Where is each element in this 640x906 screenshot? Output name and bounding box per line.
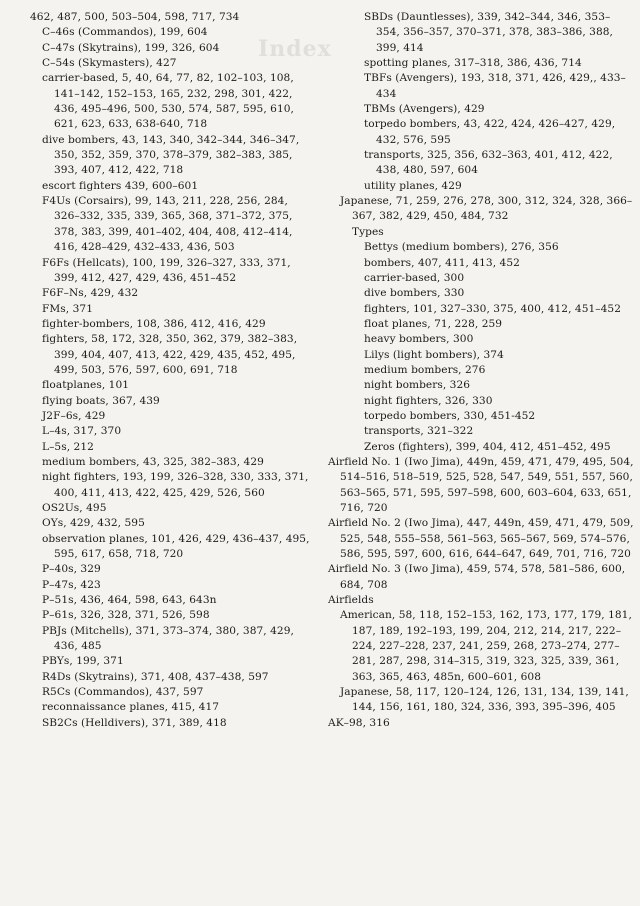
index-entry: reconnaissance planes, 415, 417	[42, 701, 220, 714]
index-entry: carrier-based, 5, 40, 64, 77, 82, 102–103, 108, 141–142, 152–153, 165, 232, 298, 301, 422, 436, 495–496, 500, 530, 574, 587, 595, 610, 621, 623, 633, 638-640, 718	[42, 72, 294, 131]
index-entry: P–51s, 436, 464, 598, 643, 643n	[42, 594, 217, 607]
index-entry: dive bombers, 330	[364, 287, 465, 300]
index-entry: night bombers, 326	[364, 379, 471, 392]
index-entry: Airfield No. 3 (Iwo Jima), 459, 574, 578, 581–586, 600, 684, 708	[328, 563, 626, 591]
index-entry: flying boats, 367, 439	[42, 394, 160, 407]
index-entry: Zeros (fighters), 399, 404, 412, 451–452, 495	[364, 440, 611, 453]
index-entry: P–61s, 326, 328, 371, 526, 598	[42, 609, 210, 622]
index-entry: medium bombers, 43, 325, 382–383, 429	[42, 455, 264, 468]
index-entry: fighter-bombers, 108, 386, 412, 416, 429	[42, 317, 266, 330]
index-entry: J2F–6s, 429	[42, 409, 106, 422]
index-entry: C–54s (Skymasters), 427	[42, 57, 177, 70]
index-entry: Types	[352, 225, 384, 238]
index-entry: PBYs, 199, 371	[42, 655, 124, 668]
index-entry: AK–98, 316	[328, 716, 390, 729]
index-entry: fighters, 58, 172, 328, 350, 362, 379, 382–383, 399, 404, 407, 413, 422, 429, 435, 452, 495, 499, 503, 576, 597, 600, 691, 718	[42, 333, 298, 376]
index-entry: OYs, 429, 432, 595	[42, 517, 145, 530]
index-entry: utility planes, 429	[364, 179, 462, 192]
index-entry: Japanese, 58, 117, 120–124, 126, 131, 134, 139, 141, 144, 156, 161, 180, 324, 336, 393, 395–396, 405	[340, 686, 629, 714]
index-entry: SB2Cs (Helldivers), 371, 389, 418	[42, 716, 227, 729]
index-entry: American, 58, 118, 152–153, 162, 173, 177, 179, 181, 187, 189, 192–193, 199, 204, 212, 214, 217, 222–224, 227–228, 237, 241, 259, 268, 273–274, 277–281, 287, 298, 314–315, 319, 323, 325, 339, 361, 363, 365, 463, 485n, 600–601, 608	[340, 609, 632, 683]
index-entry: PBJs (Mitchells), 371, 373–374, 380, 387, 429, 436, 485	[42, 624, 294, 653]
index-entry: TBMs (Avengers), 429	[364, 103, 485, 116]
index-entry: P–40s, 329	[42, 563, 101, 576]
index-entry: bombers, 407, 411, 413, 452	[364, 256, 520, 269]
index-entry: OS2Us, 495	[42, 502, 107, 514]
index-entry: torpedo bombers, 330, 451-452	[364, 409, 536, 422]
index-entry: medium bombers, 276	[364, 363, 486, 376]
index-entry: transports, 325, 356, 632–363, 401, 412, 422, 438, 480, 597, 604	[364, 149, 613, 177]
bleed-through-title: Index	[258, 36, 332, 62]
index-entry: spotting planes, 317–318, 386, 436, 714	[364, 57, 582, 70]
index-entry: 462, 487, 500, 503–504, 598, 717, 734	[30, 11, 240, 23]
index-entry: transports, 321–322	[364, 425, 474, 438]
index-entry: carrier-based, 300	[364, 271, 465, 284]
index-entry: Airfields	[328, 594, 374, 607]
index-entry: R5Cs (Commandos), 437, 597	[42, 686, 204, 699]
index-entry: R4Ds (Skytrains), 371, 408, 437–438, 597	[42, 670, 269, 683]
index-entry: heavy bombers, 300	[364, 333, 474, 346]
index-entry: observation planes, 101, 426, 429, 436–437, 495, 595, 617, 658, 718, 720	[42, 532, 310, 561]
index-column-right	[328, 10, 634, 906]
index-entry: Japanese, 71, 259, 276, 278, 300, 312, 324, 328, 366–367, 382, 429, 450, 484, 732	[340, 195, 633, 223]
index-entry: torpedo bombers, 43, 422, 424, 426–427, 429, 432, 576, 595	[364, 118, 616, 146]
index-entry: C–46s (Commandos), 199, 604	[42, 26, 208, 39]
index-column-left	[6, 10, 312, 906]
index-entry: dive bombers, 43, 143, 340, 342–344, 346–347, 350, 352, 359, 370, 378–379, 382–383, 385, 393, 407, 412, 422, 718	[42, 133, 300, 177]
index-entry: night fighters, 193, 199, 326–328, 330, 333, 371, 400, 411, 413, 422, 425, 429, 526, 560	[42, 471, 309, 499]
index-entry: float planes, 71, 228, 259	[364, 317, 503, 330]
index-entry: L–5s, 212	[42, 440, 94, 453]
index-entry: escort fighters 439, 600–601	[42, 179, 199, 192]
index-entry: F4Us (Corsairs), 99, 143, 211, 228, 256, 284, 326–332, 335, 339, 365, 368, 371–372, 375, 378, 383, 399, 401–402, 404, 408, 412–414, 416, 428–429, 432–433, 436, 503	[42, 195, 293, 254]
index-entry: P–47s, 423	[42, 578, 101, 591]
index-entry: Airfield No. 1 (Iwo Jima), 449n, 459, 471, 479, 495, 504, 514–516, 518–519, 525, 528, 547, 549, 551, 557, 560, 563–565, 571, 595, 597–598, 600, 603–604, 633, 651, 716, 720	[328, 455, 634, 514]
index-entry: F6F–Ns, 429, 432	[42, 287, 139, 300]
index-entry: floatplanes, 101	[42, 379, 130, 392]
index-entry: fighters, 101, 327–330, 375, 400, 412, 451–452	[364, 302, 622, 315]
index-entry: L–4s, 317, 370	[42, 425, 122, 438]
index-entry: C–47s (Skytrains), 199, 326, 604	[42, 41, 220, 54]
index-entry: Bettys (medium bombers), 276, 356	[364, 241, 559, 254]
index-entry: Airfield No. 2 (Iwo Jima), 447, 449n, 459, 471, 479, 509, 525, 548, 555–558, 561–563, 565–567, 569, 574–576, 586, 595, 597, 600, 616, 644–647, 649, 701, 716, 720	[328, 517, 634, 561]
index-entry: FMs, 371	[42, 302, 93, 315]
index-entry: F6Fs (Hellcats), 100, 199, 326–327, 333, 371, 399, 412, 427, 429, 436, 451–452	[42, 256, 291, 284]
index-entry: SBDs (Dauntlesses), 339, 342–344, 346, 353–354, 356–357, 370–371, 378, 383–386, 388, 399, 414	[364, 11, 613, 54]
index-entry: Lilys (light bombers), 374	[364, 348, 504, 361]
index-entry: night fighters, 326, 330	[364, 394, 493, 407]
index-entry: TBFs (Avengers), 193, 318, 371, 426, 429,, 433–434	[364, 72, 626, 100]
